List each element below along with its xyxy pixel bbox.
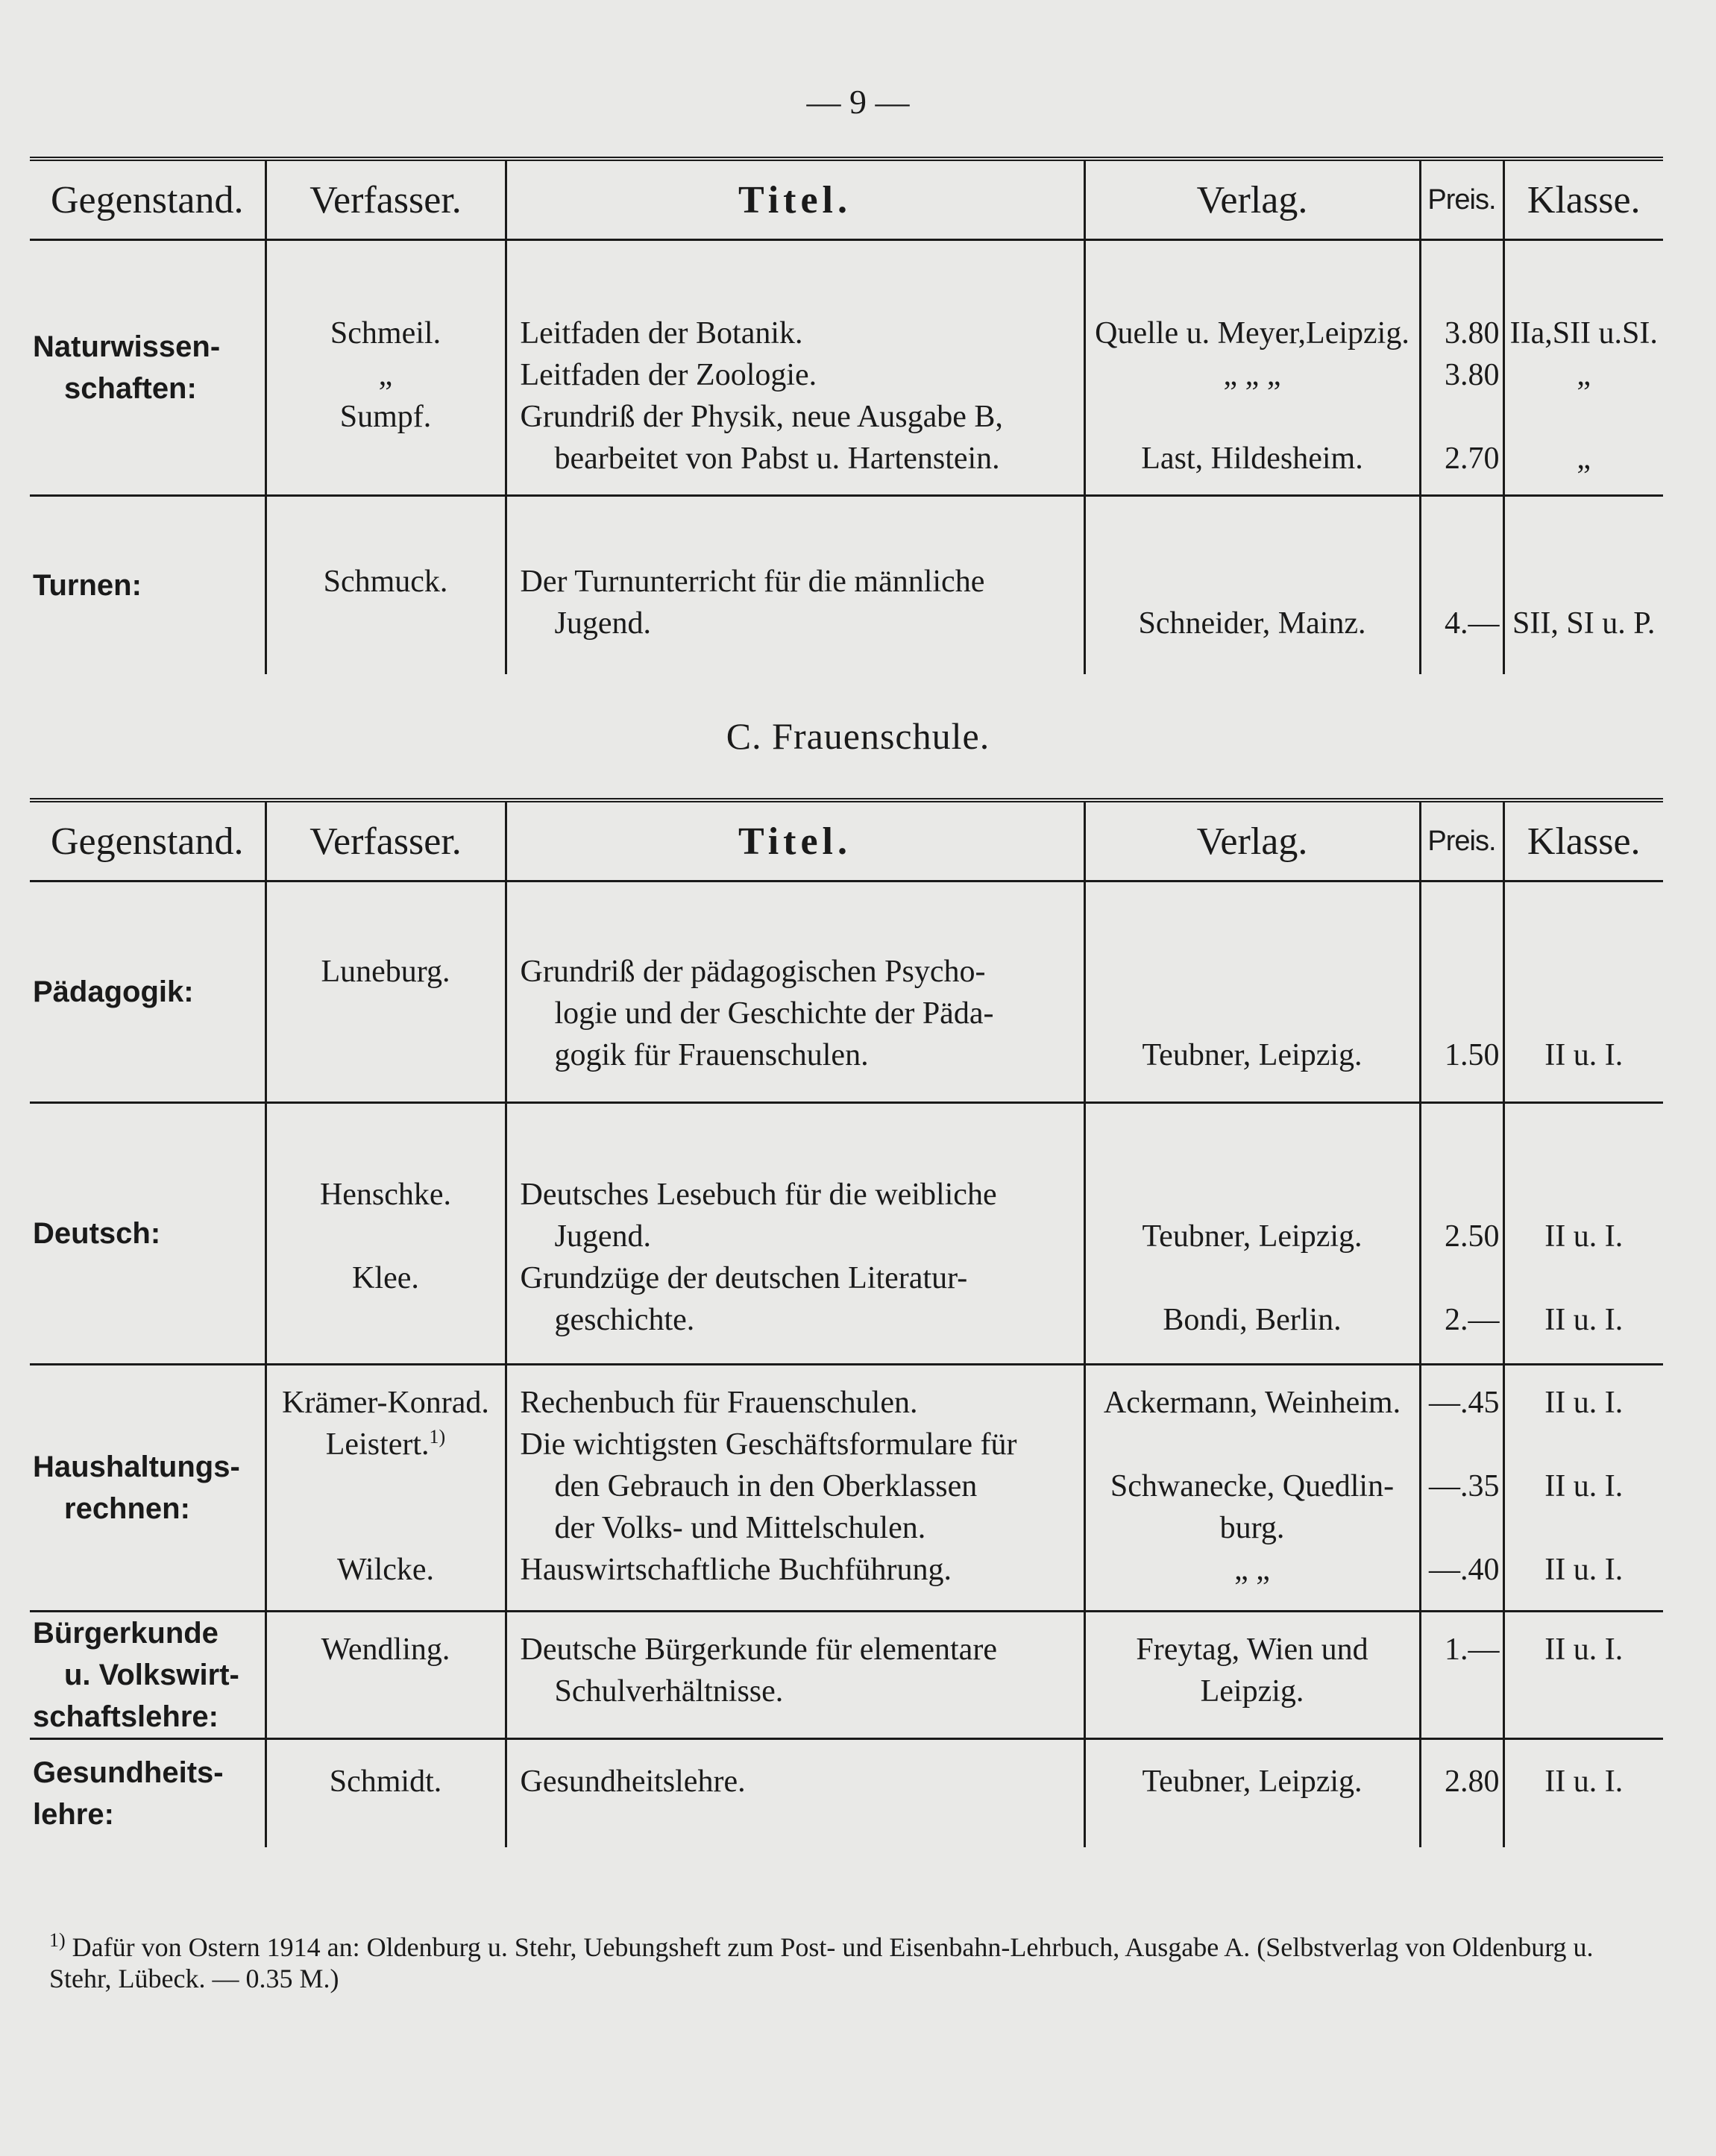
price-text: 1.50 (1445, 1038, 1500, 1072)
price-text: —.40 (1429, 1553, 1500, 1587)
price-line (1421, 271, 1503, 312)
price-line (1421, 1507, 1503, 1549)
class-text: IIa,SII u.SI. (1509, 316, 1658, 351)
publisher-cell (1084, 1739, 1420, 1848)
publisher-text: Teubner, Leipzig. (1142, 1764, 1363, 1799)
title-text: Deutsche Bürgerkunde für elementare (520, 1632, 997, 1667)
author-line (267, 1257, 505, 1299)
title-line (507, 1382, 1084, 1424)
publisher-line (1086, 603, 1419, 644)
publisher-cell (1084, 496, 1420, 675)
header-class: Klasse. (1503, 800, 1663, 881)
price-line (1421, 1174, 1503, 1216)
price-cell (1420, 240, 1503, 496)
title-cell (506, 1103, 1084, 1365)
price-cell (1420, 496, 1503, 675)
author-text: Schmeil. (330, 316, 441, 351)
price-line (1421, 1671, 1503, 1712)
title-text: der Volks- und Mittelschulen. (554, 1511, 926, 1545)
class-line (1505, 909, 1664, 951)
title-text: Der Turnunterricht für die männliche (520, 565, 985, 599)
header-publisher: Verlag. (1084, 159, 1420, 240)
price-line (1421, 438, 1503, 480)
author-cell (265, 1739, 506, 1848)
publisher-line (1086, 1629, 1419, 1671)
price-line (1421, 1465, 1503, 1507)
table-row (30, 1612, 1663, 1739)
subject-line: Gesundheits- (33, 1756, 224, 1789)
class-text: II u. I. (1544, 1219, 1624, 1254)
class-line (1505, 1671, 1664, 1712)
subject-line: u. Volkswirt- (64, 1659, 239, 1691)
author-line (267, 909, 505, 951)
price-line (1421, 909, 1503, 951)
title-text: Hauswirtschaftliche Buchführung. (520, 1553, 952, 1587)
class-cell (1503, 1612, 1663, 1739)
title-line (507, 951, 1084, 993)
price-line (1421, 396, 1503, 438)
price-line (1421, 603, 1503, 644)
class-text: SII, SI u. P. (1512, 606, 1656, 641)
class-cell (1503, 496, 1663, 675)
publisher-cell (1084, 1365, 1420, 1612)
class-cell (1503, 240, 1663, 496)
subject-line: Deutsch: (33, 1217, 161, 1250)
author-line (267, 1465, 505, 1507)
class-line (1505, 271, 1664, 312)
footnote-text: Dafür von Ostern 1914 an: Oldenburg u. Stehr, Uebungsheft zum Post- und Eisenbahn-Lehrbuch, Ausgabe A. (Selbstverlag von Oldenburg u. Stehr, Lübeck. — 0.35 M.) (49, 1932, 1594, 1993)
author-text: Schmidt. (329, 1764, 442, 1799)
author-line (267, 354, 505, 396)
price-cell (1420, 1739, 1503, 1848)
title-text: Die wichtigsten Geschäftsformulare für (520, 1427, 1017, 1462)
subject-cell (30, 1103, 265, 1365)
price-line (1421, 1629, 1503, 1671)
class-line (1505, 1216, 1664, 1257)
author-line (267, 312, 505, 354)
class-line (1505, 1257, 1664, 1299)
price-line (1421, 1299, 1503, 1341)
publisher-line (1086, 519, 1419, 561)
title-line (507, 1257, 1084, 1299)
title-line (507, 519, 1084, 561)
title-line (507, 1216, 1084, 1257)
subject-cell (30, 881, 265, 1103)
title-line (507, 271, 1084, 312)
subject-line: lehre: (33, 1798, 114, 1831)
table-header-row (30, 800, 1663, 881)
price-line (1421, 519, 1503, 561)
author-line (267, 271, 505, 312)
author-cell (265, 496, 506, 675)
title-line (507, 354, 1084, 396)
title-line (507, 1424, 1084, 1465)
class-line (1505, 1034, 1664, 1076)
publisher-line (1086, 438, 1419, 480)
publisher-text: Schneider, Mainz. (1138, 606, 1366, 641)
class-line (1505, 1299, 1664, 1341)
price-line (1421, 993, 1503, 1034)
title-text: Schulverhältnisse. (554, 1674, 784, 1709)
class-line (1505, 1761, 1664, 1803)
table-row (30, 881, 1663, 1103)
class-line (1505, 951, 1664, 993)
class-line (1505, 1424, 1664, 1465)
author-line (267, 1034, 505, 1076)
class-line (1505, 519, 1664, 561)
title-line (507, 1174, 1084, 1216)
price-text: 2.— (1445, 1303, 1500, 1337)
author-line (267, 1382, 505, 1424)
title-text: Grundriß der Physik, neue Ausgabe B, (520, 400, 1003, 434)
author-line (267, 519, 505, 561)
class-line (1505, 396, 1664, 438)
class-line (1505, 312, 1664, 354)
page-number: — 9 — (806, 83, 910, 121)
class-text: „ (1577, 441, 1591, 476)
title-line (507, 1671, 1084, 1712)
publisher-line (1086, 1132, 1419, 1174)
publisher-line (1086, 1299, 1419, 1341)
title-text: Grundriß der pädagogischen Psycho- (520, 955, 986, 989)
class-cell (1503, 1365, 1663, 1612)
class-text: II u. I. (1544, 1553, 1624, 1587)
class-line (1505, 1382, 1664, 1424)
author-line (267, 1424, 505, 1465)
header-price: Preis. (1420, 800, 1503, 881)
publisher-text: Freytag, Wien und (1136, 1632, 1368, 1667)
title-line (507, 438, 1084, 480)
header-subject: Gegenstand. (30, 800, 265, 881)
class-line (1505, 1549, 1664, 1591)
author-text: Luneburg. (321, 955, 450, 989)
title-cell (506, 881, 1084, 1103)
class-text: II u. I. (1544, 1386, 1624, 1420)
footnote-mark: 1) (49, 1929, 66, 1951)
table-row (30, 240, 1663, 496)
publisher-line (1086, 1216, 1419, 1257)
subject-line: Pädagogik: (33, 975, 194, 1008)
title-line (507, 1761, 1084, 1803)
title-line (507, 1034, 1084, 1076)
table-row (30, 1365, 1663, 1612)
price-text: 1.— (1445, 1632, 1500, 1667)
subject-line: Haushaltungs- (33, 1451, 240, 1483)
class-text: II u. I. (1544, 1038, 1624, 1072)
publisher-line (1086, 1465, 1419, 1507)
publisher-line (1086, 1761, 1419, 1803)
subject-cell (30, 1365, 265, 1612)
class-line (1505, 1629, 1664, 1671)
author-line (267, 396, 505, 438)
publisher-text: Ackermann, Weinheim. (1103, 1386, 1401, 1420)
section-title: C. Frauenschule. (726, 715, 990, 757)
subject-line: Naturwissen- (33, 330, 221, 363)
title-text: bearbeitet von Pabst u. Hartenstein. (554, 441, 1000, 476)
title-cell (506, 496, 1084, 675)
author-text: „ (378, 358, 393, 392)
price-line (1421, 1132, 1503, 1174)
class-line (1505, 1507, 1664, 1549)
author-cell (265, 1103, 506, 1365)
publisher-text: „ „ (1234, 1553, 1270, 1587)
class-line (1505, 438, 1664, 480)
table-row (30, 1739, 1663, 1848)
class-cell (1503, 1739, 1663, 1848)
price-line (1421, 1549, 1503, 1591)
author-cell (265, 1612, 506, 1739)
price-text: 3.80 (1445, 358, 1500, 392)
publisher-cell (1084, 240, 1420, 496)
publisher-line (1086, 993, 1419, 1034)
booklist-table-1 (30, 157, 1663, 674)
class-cell (1503, 1103, 1663, 1365)
publisher-text: Teubner, Leipzig. (1142, 1219, 1363, 1254)
table-body (30, 240, 1663, 675)
author-line (267, 993, 505, 1034)
class-text: II u. I. (1544, 1469, 1624, 1503)
booklist-table-2 (30, 798, 1663, 1847)
header-author: Verfasser. (265, 800, 506, 881)
price-text: 3.80 (1445, 316, 1500, 351)
class-text: „ (1577, 358, 1591, 392)
table-header-row (30, 159, 1663, 240)
publisher-text: Bondi, Berlin. (1163, 1303, 1342, 1337)
title-text: den Gebrauch in den Oberklassen (554, 1469, 978, 1503)
publisher-line (1086, 561, 1419, 603)
publisher-line (1086, 909, 1419, 951)
publisher-cell (1084, 1103, 1420, 1365)
author-line (267, 1629, 505, 1671)
author-line (267, 1671, 505, 1712)
author-line (267, 1174, 505, 1216)
class-text: II u. I. (1544, 1764, 1624, 1799)
title-line (507, 1465, 1084, 1507)
title-text: Grundzüge der deutschen Literatur- (520, 1261, 968, 1295)
author-line (267, 561, 505, 603)
author-line (267, 1132, 505, 1174)
publisher-line (1086, 271, 1419, 312)
title-line (507, 312, 1084, 354)
author-line (267, 603, 505, 644)
price-line (1421, 354, 1503, 396)
subject-cell (30, 240, 265, 496)
title-line (507, 603, 1084, 644)
author-line (267, 1507, 505, 1549)
title-text: Leitfaden der Botanik. (520, 316, 803, 351)
subject-cell (30, 496, 265, 675)
author-text: Wendling. (321, 1632, 450, 1667)
table-row (30, 1103, 1663, 1365)
title-line (507, 1549, 1084, 1591)
price-line (1421, 1216, 1503, 1257)
title-text: Leitfaden der Zoologie. (520, 358, 817, 392)
footnote-ref: 1) (429, 1426, 446, 1448)
class-line (1505, 603, 1664, 644)
price-cell (1420, 1103, 1503, 1365)
class-line (1505, 1132, 1664, 1174)
author-text: Sumpf. (339, 400, 432, 434)
header-price: Preis. (1420, 159, 1503, 240)
title-line (507, 1132, 1084, 1174)
author-cell (265, 1365, 506, 1612)
class-text: II u. I. (1544, 1632, 1624, 1667)
publisher-text: burg. (1219, 1511, 1285, 1545)
price-line (1421, 1034, 1503, 1076)
publisher-line (1086, 1424, 1419, 1465)
publisher-line (1086, 1382, 1419, 1424)
class-line (1505, 1465, 1664, 1507)
title-line (507, 993, 1084, 1034)
price-text: 2.80 (1445, 1764, 1500, 1799)
publisher-line (1086, 1507, 1419, 1549)
publisher-line (1086, 1671, 1419, 1712)
publisher-text: Quelle u. Meyer,Leipzig. (1095, 316, 1409, 351)
title-text: Jugend. (554, 1219, 651, 1254)
subject-line: schaftslehre: (33, 1700, 219, 1733)
header-title: Titel. (506, 159, 1084, 240)
publisher-text: Last, Hildesheim. (1141, 441, 1363, 476)
author-text: Schmuck. (323, 565, 448, 599)
header-publisher: Verlag. (1084, 800, 1420, 881)
publisher-line (1086, 1174, 1419, 1216)
price-line (1421, 951, 1503, 993)
author-line (267, 1216, 505, 1257)
title-line (507, 1629, 1084, 1671)
title-text: Gesundheitslehre. (520, 1764, 746, 1799)
price-text: —.35 (1429, 1469, 1500, 1503)
header-subject: Gegenstand. (30, 159, 265, 240)
class-line (1505, 354, 1664, 396)
title-line (507, 396, 1084, 438)
price-text: 2.70 (1445, 441, 1500, 476)
title-line (507, 561, 1084, 603)
class-line (1505, 561, 1664, 603)
author-line (267, 1761, 505, 1803)
subject-line: rechnen: (64, 1492, 190, 1525)
title-cell (506, 240, 1084, 496)
author-text: Krämer-Konrad. (282, 1386, 489, 1420)
header-class: Klasse. (1503, 159, 1663, 240)
publisher-line (1086, 312, 1419, 354)
subject-line: Bürgerkunde (33, 1617, 219, 1650)
header-title: Titel. (506, 800, 1084, 881)
price-text: 2.50 (1445, 1219, 1500, 1254)
header-author: Verfasser. (265, 159, 506, 240)
footnote (49, 1929, 1653, 1994)
author-line (267, 951, 505, 993)
author-line (267, 1549, 505, 1591)
subject-line: Turnen: (33, 569, 142, 602)
author-text: Klee. (352, 1261, 419, 1295)
class-line (1505, 1174, 1664, 1216)
price-text: —.45 (1429, 1386, 1500, 1420)
price-cell (1420, 1612, 1503, 1739)
price-cell (1420, 881, 1503, 1103)
author-text: Leistert. (325, 1427, 430, 1462)
subject-cell (30, 1739, 265, 1848)
title-text: Deutsches Lesebuch für die weibliche (520, 1178, 997, 1212)
publisher-line (1086, 396, 1419, 438)
price-line (1421, 1424, 1503, 1465)
publisher-line (1086, 1257, 1419, 1299)
table-body (30, 881, 1663, 1848)
class-cell (1503, 881, 1663, 1103)
title-text: geschichte. (554, 1303, 695, 1337)
class-text: II u. I. (1544, 1303, 1624, 1337)
publisher-line (1086, 1549, 1419, 1591)
publisher-text: Teubner, Leipzig. (1142, 1038, 1363, 1072)
price-cell (1420, 1365, 1503, 1612)
title-text: Jugend. (554, 606, 651, 641)
price-text: 4.— (1445, 606, 1500, 641)
author-text: Wilcke. (336, 1553, 435, 1587)
title-text: Rechenbuch für Frauenschulen. (520, 1386, 918, 1420)
author-line (267, 438, 505, 480)
title-line (507, 1507, 1084, 1549)
price-line (1421, 1382, 1503, 1424)
publisher-line (1086, 951, 1419, 993)
title-cell (506, 1739, 1084, 1848)
author-line (267, 1299, 505, 1341)
price-line (1421, 1257, 1503, 1299)
title-line (507, 1299, 1084, 1341)
table-row (30, 496, 1663, 675)
publisher-cell (1084, 881, 1420, 1103)
author-cell (265, 240, 506, 496)
price-line (1421, 312, 1503, 354)
title-text: logie und der Geschichte der Päda- (554, 996, 994, 1031)
title-cell (506, 1612, 1084, 1739)
subject-line: schaften: (64, 372, 197, 405)
publisher-cell (1084, 1612, 1420, 1739)
publisher-line (1086, 1034, 1419, 1076)
class-line (1505, 993, 1664, 1034)
price-line (1421, 561, 1503, 603)
price-line (1421, 1761, 1503, 1803)
subject-cell (30, 1612, 265, 1739)
publisher-text: „ „ „ (1223, 358, 1281, 392)
title-text: gogik für Frauenschulen. (554, 1038, 869, 1072)
title-cell (506, 1365, 1084, 1612)
publisher-line (1086, 354, 1419, 396)
publisher-text: Schwanecke, Quedlin- (1110, 1469, 1395, 1503)
author-cell (265, 881, 506, 1103)
publisher-text: Leipzig. (1200, 1674, 1304, 1709)
title-line (507, 909, 1084, 951)
author-text: Henschke. (319, 1178, 452, 1212)
